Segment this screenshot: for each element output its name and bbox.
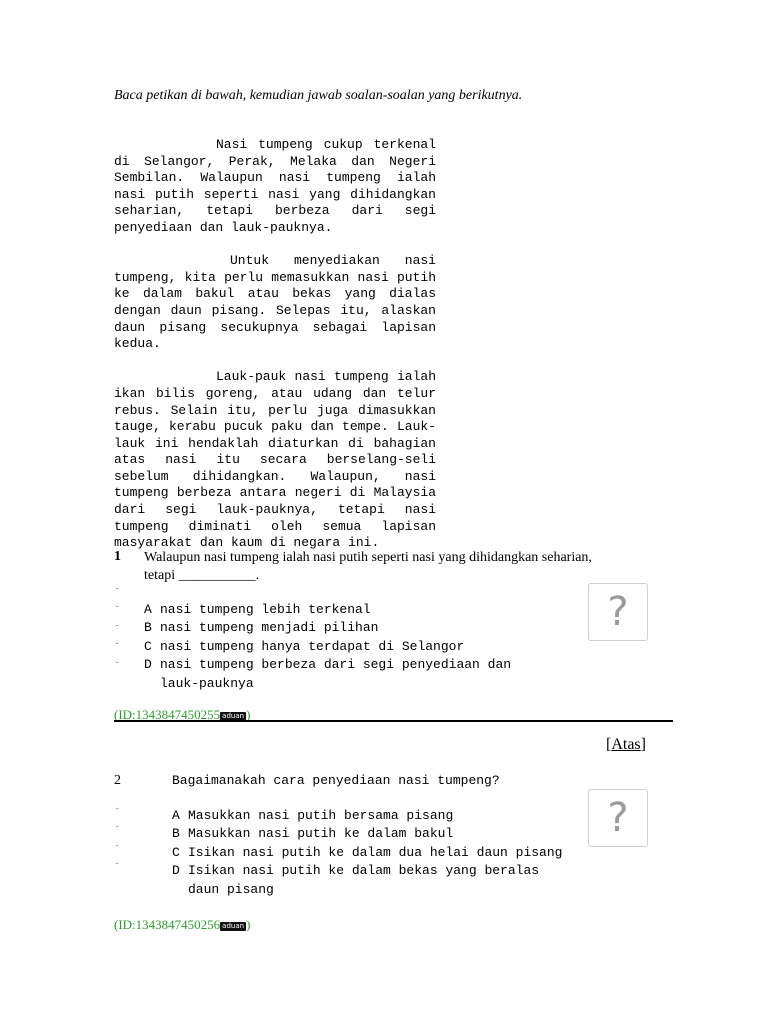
answer-markers: . . . . .: [116, 581, 119, 665]
question-1-options: [144, 601, 564, 693]
question-1-text-line-1: Walaupun nasi tumpeng ialah nasi putih seperti nasi yang dihidangkan seharian,: [144, 550, 592, 565]
bracket-open: [: [606, 736, 612, 753]
question-1-option-b[interactable]: [144, 619, 564, 637]
bracket-close: ]: [640, 736, 646, 753]
question-2-text: Bagaimanakah cara penyediaan nasi tumpeng?: [172, 773, 500, 788]
question-2-id: [114, 917, 250, 933]
answer-markers: . . . .: [116, 801, 119, 867]
question-2-option-d[interactable]: [172, 862, 578, 899]
passage-paragraph-2: Untuk menyediakan nasi tumpeng, kita perlu memasukkan nasi putih ke dalam bakul atau bekas yang dialas dengan daun pisang. Selepas itu, alaskan daun pisang secukupnya sebagai lapisan kedua.: [114, 253, 436, 352]
question-1-number: 1: [114, 549, 121, 564]
question-2-options: [172, 807, 592, 899]
question-1-option-d[interactable]: [144, 656, 556, 693]
back-to-top-link[interactable]: Atas: [611, 736, 641, 753]
question-1-text-line-2: tetapi ___________.: [144, 568, 260, 583]
report-badge[interactable]: aduan: [222, 922, 245, 930]
question-id-close: ): [246, 707, 251, 722]
option-letter: B: [172, 826, 180, 842]
option-text: Isikan nasi putih ke dalam bekas yang beralas daun pisang: [188, 863, 540, 897]
question-id-close: ): [246, 917, 251, 932]
question-mark-icon: ?: [607, 795, 629, 841]
missing-image-placeholder: [588, 789, 648, 847]
question-mark-icon: ?: [607, 589, 629, 635]
question-2-option-b[interactable]: [172, 825, 592, 843]
option-letter: A: [144, 602, 152, 617]
option-letter: C: [172, 844, 180, 860]
reading-passage: [114, 137, 436, 552]
section-divider: [114, 720, 673, 722]
passage-paragraph-1: Nasi tumpeng cukup terkenal di Selangor, Perak, Melaka dan Negeri Sembilan. Walaupun nasi tumpeng ialah nasi putih seperti nasi yang dihidangkan seharian, tetapi berbeza dari segi penyediaan dan lauk-pauknya.: [114, 137, 436, 235]
option-text: nasi tumpeng berbeza dari segi penyediaan dan lauk-pauknya: [160, 657, 512, 691]
option-text: nasi tumpeng menjadi pilihan: [160, 620, 379, 636]
question-1-option-a[interactable]: [144, 601, 564, 619]
question-2-number: 2: [114, 773, 121, 788]
question-1-option-c[interactable]: [144, 638, 564, 656]
question-2-option-c[interactable]: [172, 844, 592, 862]
instruction-text: Baca petikan di bawah, kemudian jawab soalan-soalan yang berikutnya.: [114, 88, 523, 103]
missing-image-placeholder: [588, 583, 648, 641]
question-id-text: (ID:1343847450255: [114, 707, 221, 722]
question-2-option-a[interactable]: [172, 807, 592, 825]
question-1-text: [144, 549, 664, 585]
option-letter: D: [172, 863, 180, 879]
option-text: Isikan nasi putih ke dalam dua helai daun pisang: [188, 844, 563, 860]
passage-paragraph-3: Lauk-pauk nasi tumpeng ialah ikan bilis goreng, atau udang dan telur rebus. Selain itu, perlu juga dimasukkan tauge, kerabu pucuk paku dan tempe. Lauk-lauk ini hendaklah diaturkan di bahagian atas nasi itu secara berselang-seli sebelum dihidangkan. Walaupun, nasi tumpeng berbeza antara negeri di Malaysia dari segi lauk-pauknya, tetapi nasi tumpeng diminati oleh semua lapisan masyarakat dan kaum di negara ini.: [114, 369, 436, 551]
option-text: Masukkan nasi putih bersama pisang: [188, 808, 454, 823]
back-to-top: [606, 736, 646, 754]
option-letter: D: [144, 657, 152, 673]
option-letter: C: [144, 638, 152, 654]
report-badge[interactable]: aduan: [222, 712, 245, 720]
option-letter: B: [144, 620, 152, 636]
option-letter: A: [172, 808, 180, 823]
option-text: nasi tumpeng lebih terkenal: [160, 602, 371, 617]
option-text: nasi tumpeng hanya terdapat di Selangor: [160, 638, 465, 654]
question-id-text: (ID:1343847450256: [114, 917, 221, 932]
option-text: Masukkan nasi putih ke dalam bakul: [188, 826, 454, 842]
